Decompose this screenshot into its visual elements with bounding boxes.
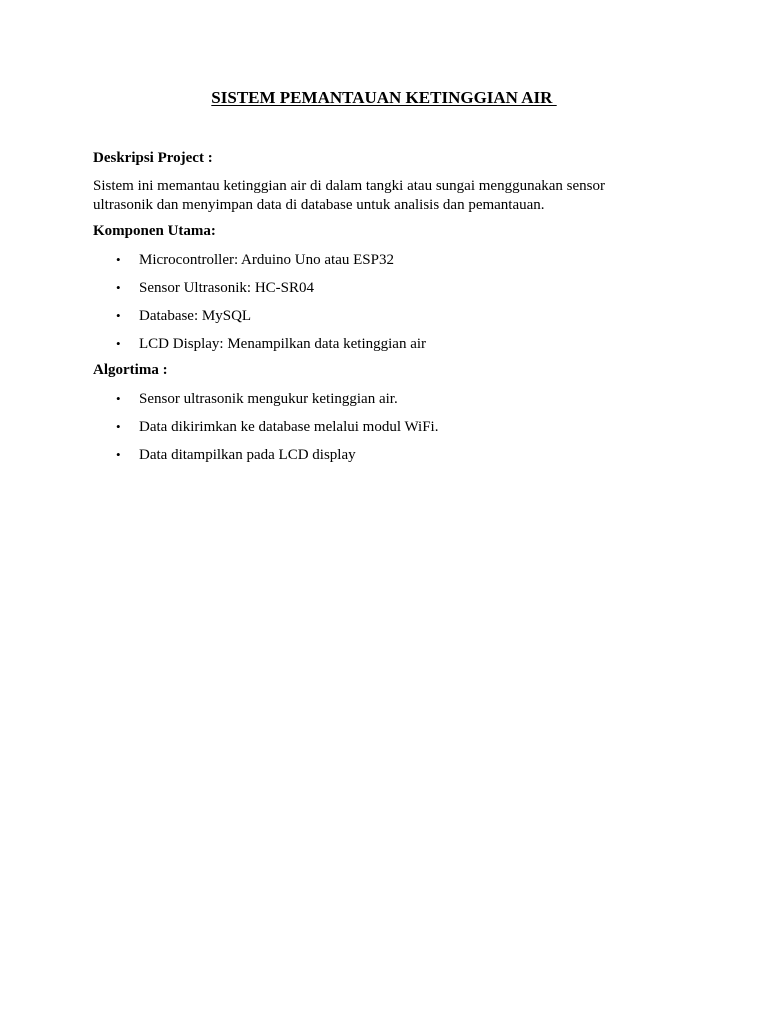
bullet-icon: • bbox=[116, 308, 121, 323]
document-title: SISTEM PEMANTAUAN KETINGGIAN AIR bbox=[211, 88, 557, 107]
bullet-icon: • bbox=[116, 391, 121, 406]
section-heading-description: Deskripsi Project : bbox=[93, 150, 213, 166]
bullet-icon: • bbox=[116, 252, 121, 267]
section-heading-algorithm: Algortima : bbox=[93, 362, 168, 378]
list-item-text: Data dikirimkan ke database melalui modul WiFi. bbox=[139, 419, 439, 435]
list-item-text: Sensor ultrasonik mengukur ketinggian air. bbox=[139, 391, 398, 407]
list-item-text: Microcontroller: Arduino Uno atau ESP32 bbox=[139, 252, 394, 268]
list-item-text: Sensor Ultrasonik: HC-SR04 bbox=[139, 280, 315, 296]
description-paragraph bbox=[93, 177, 653, 215]
list-item-text: Database: MySQL bbox=[139, 308, 252, 324]
bullet-icon: • bbox=[116, 336, 121, 351]
bullet-icon: • bbox=[116, 419, 121, 434]
bullet-icon: • bbox=[116, 447, 121, 462]
section-heading-components: Komponen Utama: bbox=[93, 223, 216, 239]
list-item-text: Data ditampilkan pada LCD display bbox=[139, 447, 356, 463]
description-line: Sistem ini memantau ketinggian air di dalam tangki atau sungai menggunakan sensor bbox=[93, 178, 605, 194]
bullet-icon: • bbox=[116, 280, 121, 295]
description-line: ultrasonik dan menyimpan data di database untuk analisis dan pemantauan. bbox=[93, 197, 545, 213]
list-item-text: LCD Display: Menampilkan data ketinggian air bbox=[139, 336, 427, 352]
